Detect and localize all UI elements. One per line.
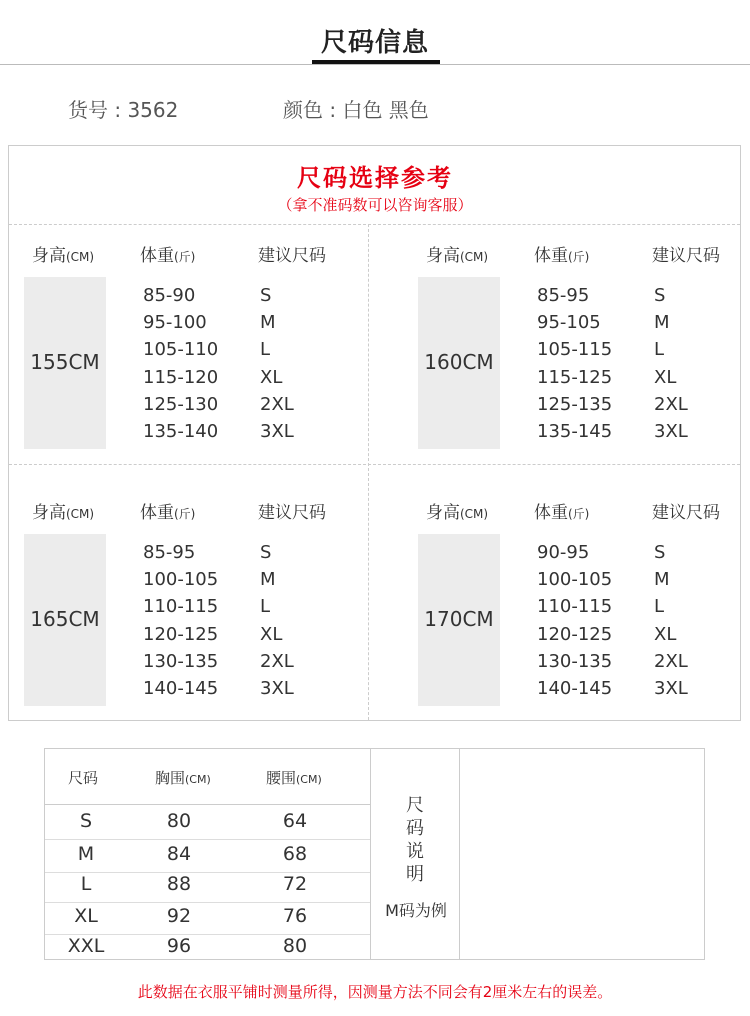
weight-range: 140-145	[537, 678, 613, 699]
weight-range: 105-110	[143, 339, 219, 360]
size-header: 建议尺码	[652, 503, 720, 523]
divider	[9, 224, 740, 225]
height-header: 身高(CM)	[426, 246, 489, 266]
measure-waist-header: 腰围(CM)	[266, 769, 322, 787]
weight-header: 体重(斤)	[534, 246, 590, 266]
measure-size: M	[77, 843, 95, 865]
size-value: L	[260, 596, 271, 617]
measure-chest: 80	[166, 810, 192, 832]
size-guide-panel	[8, 145, 741, 721]
measure-waist: 68	[282, 843, 308, 865]
size-value: M	[260, 312, 276, 333]
measure-size: L	[80, 873, 92, 895]
size-value: 3XL	[260, 678, 294, 699]
divider	[45, 902, 370, 903]
weight-range: 130-135	[143, 651, 219, 672]
weight-range: 115-125	[537, 367, 613, 388]
measure-size: XL	[74, 905, 98, 927]
size-header: 建议尺码	[258, 246, 326, 266]
size-note-title: 尺 码 说 明	[406, 795, 424, 885]
size-value: 2XL	[260, 651, 294, 672]
size-value: XL	[260, 367, 283, 388]
divider	[45, 804, 370, 805]
weight-range: 95-100	[143, 312, 207, 333]
weight-range: 85-95	[143, 542, 196, 563]
size-value: 3XL	[260, 421, 294, 442]
size-value: 3XL	[654, 421, 688, 442]
weight-range: 135-140	[143, 421, 219, 442]
height-header: 身高(CM)	[32, 503, 95, 523]
weight-range: 125-130	[143, 394, 219, 415]
size-value: 3XL	[654, 678, 688, 699]
weight-range: 95-105	[537, 312, 601, 333]
size-value: S	[654, 542, 666, 563]
weight-range: 120-125	[143, 624, 219, 645]
measure-chest: 92	[166, 905, 192, 927]
height-header: 身高(CM)	[426, 503, 489, 523]
divider	[45, 839, 370, 840]
divider	[370, 748, 371, 960]
height-value: 165CM	[30, 607, 100, 631]
size-guide-subtitle: （拿不准码数可以咨询客服）	[277, 196, 473, 214]
measure-waist: 76	[282, 905, 308, 927]
height-value: 160CM	[424, 350, 494, 374]
measure-size: S	[79, 810, 93, 832]
size-value: 2XL	[654, 651, 688, 672]
measure-chest: 84	[166, 843, 192, 865]
page-title: 尺码信息	[320, 28, 429, 58]
size-value: L	[260, 339, 271, 360]
weight-header: 体重(斤)	[140, 503, 196, 523]
weight-range: 85-95	[537, 285, 590, 306]
weight-header: 体重(斤)	[140, 246, 196, 266]
item-number: 货号 : 3562	[68, 98, 179, 122]
size-value: XL	[654, 624, 677, 645]
size-value: 2XL	[654, 394, 688, 415]
weight-range: 105-115	[537, 339, 613, 360]
size-value: M	[260, 569, 276, 590]
size-value: 2XL	[260, 394, 294, 415]
color-options: 颜色 : 白色 黑色	[283, 98, 429, 122]
height-value: 155CM	[30, 350, 100, 374]
weight-range: 110-115	[537, 596, 613, 617]
measurement-disclaimer: 此数据在衣服平铺时测量所得，因测量方法不同会有2厘米左右的误差。	[137, 983, 613, 1001]
measure-waist: 64	[282, 810, 308, 832]
weight-range: 120-125	[537, 624, 613, 645]
weight-range: 135-145	[537, 421, 613, 442]
size-value: S	[260, 542, 272, 563]
measure-size-header: 尺码	[68, 769, 99, 787]
height-value: 170CM	[424, 607, 494, 631]
measure-chest: 88	[166, 873, 192, 895]
weight-range: 100-105	[537, 569, 613, 590]
measure-chest: 96	[166, 935, 192, 957]
weight-range: 90-95	[537, 542, 590, 563]
weight-range: 140-145	[143, 678, 219, 699]
weight-range: 85-90	[143, 285, 196, 306]
measure-size: XXL	[67, 935, 105, 957]
measure-waist: 80	[282, 935, 308, 957]
title-divider	[0, 64, 750, 65]
divider	[9, 464, 740, 465]
size-guide-title: 尺码选择参考	[297, 164, 453, 192]
weight-header: 体重(斤)	[534, 503, 590, 523]
size-header: 建议尺码	[652, 246, 720, 266]
weight-range: 100-105	[143, 569, 219, 590]
size-value: M	[654, 569, 670, 590]
size-note-example: M码为例	[385, 901, 447, 920]
size-value: XL	[654, 367, 677, 388]
size-value: M	[654, 312, 670, 333]
weight-range: 130-135	[537, 651, 613, 672]
weight-range: 125-135	[537, 394, 613, 415]
weight-range: 115-120	[143, 367, 219, 388]
size-value: L	[654, 339, 665, 360]
measure-waist: 72	[282, 873, 308, 895]
height-header: 身高(CM)	[32, 246, 95, 266]
size-value: S	[654, 285, 666, 306]
weight-range: 110-115	[143, 596, 219, 617]
divider	[459, 748, 460, 960]
size-value: L	[654, 596, 665, 617]
size-header: 建议尺码	[258, 503, 326, 523]
size-value: S	[260, 285, 272, 306]
measure-chest-header: 胸围(CM)	[155, 769, 211, 787]
divider	[368, 224, 369, 720]
size-value: XL	[260, 624, 283, 645]
